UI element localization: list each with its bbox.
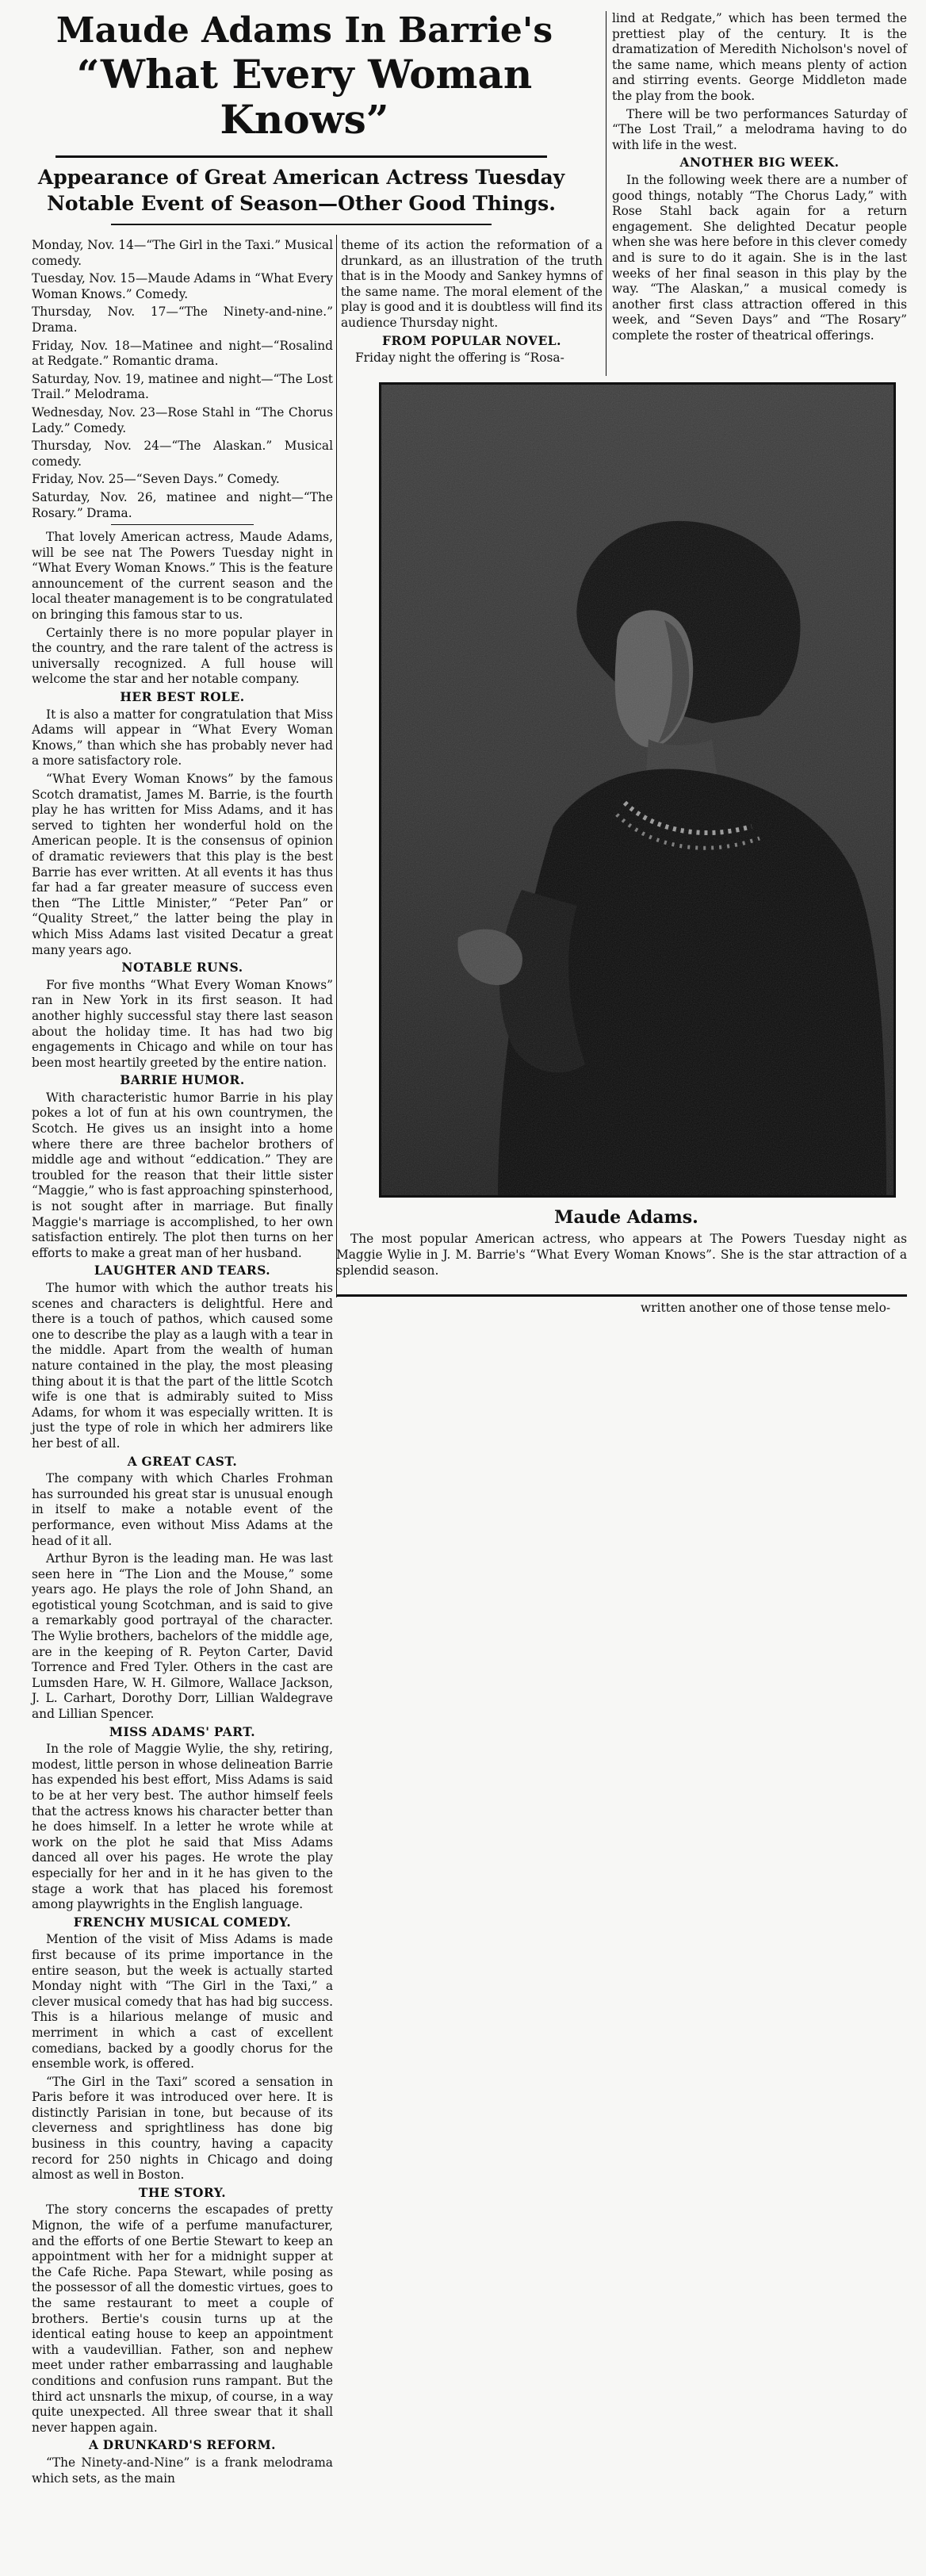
subhead-great-cast: A GREAT CAST. <box>127 1454 238 1469</box>
paragraph: It is also a matter for congratulation that Miss Adams will appear in “What Every Woman Knows,” than which she has probably never had a more satisfactory role. <box>32 707 333 769</box>
column-three <box>612 11 907 346</box>
column-continuation <box>626 1301 904 1319</box>
schedule-item: Friday, Nov. 25—“Seven Days.” Comedy. <box>32 472 280 487</box>
schedule-item: Saturday, Nov. 26, matinee and night—“The Rosary.” Drama. <box>32 489 333 520</box>
paragraph: In the following week there are a number of good things, notably “The Chorus Lady,” with Rose Stahl back again for a return engagement. She delighted Decatur people when she was here before in this clever comedy and is sure to do it again. She is in the last weeks of her final season in this play by the way. “The Alaskan,” a musical comedy is another first class attraction offered in this week, and “Seven Days” and “The Rosary” complete the roster of theatrical offerings. <box>612 172 907 343</box>
column-rule-left <box>336 235 337 1298</box>
schedule-item: Saturday, Nov. 19, matinee and night—“The Lost Trail.” Melodrama. <box>32 371 333 402</box>
column-one <box>32 238 333 2489</box>
subhead-frenchy-comedy: FRENCHY MUSICAL COMEDY. <box>73 1915 292 1930</box>
schedule-item: Thursday, Nov. 24—“The Alaskan.” Musical comedy. <box>32 439 333 469</box>
headline-rule <box>55 155 547 158</box>
subhead-drunkards-reform: A DRUNKARD'S REFORM. <box>89 2438 276 2453</box>
subhead-barrie-humor: BARRIE HUMOR. <box>120 1073 245 1088</box>
paragraph: “The Girl in the Taxi” scored a sensation in Paris before it was introduced over here. It is distinctly Parisian in tone, but because of its cleverness and sprightliness has done big business in this country, having a capacity record for 250 nights in Chicago and doing almost as well in Boston. <box>32 2074 333 2183</box>
deck-headline: Appearance of Great American Actress Tuesday Notable Event of Season—Other Good Things. <box>37 166 565 215</box>
headline-line-2: “What Every Woman Knows” <box>76 50 533 144</box>
paragraph: The story concerns the escapades of pretty Mignon, the wife of a perfume manufacturer, and the efforts of one Bertie Stewart to keep an appointment with her for a midnight supper at the Cafe Riche. Papa Stewart, while posing as the possessor of all the domestic virtues, goes to the same restaurant to meet a couple of brothers. Bertie's cousin turns up at the identical eating house to keep an appointment with a vaudevillian. Father, son and nephew meet under rather embarrassing and laughable conditions and confusion runs rampant. But the third act unsnarls the mixup, of course, in a way quite unexpected. All three swear that it shall never happen again. <box>32 2202 333 2435</box>
schedule-item: Friday, Nov. 18—Matinee and night—“Rosalind at Redgate.” Romantic drama. <box>32 338 333 369</box>
paragraph: Arthur Byron is the leading man. He was last seen here in “The Lion and the Mouse,” some years ago. He plays the role of John Shand, an egotistical young Scotchman, and is said to give a remarkably good portrayal of the character. The Wylie brothers, bachelors of the middle age, are in the keeping of R. Peyton Carter, David Torrence and Fred Tyler. Others in the cast are Lumsden Hare, W. H. Gilmore, Wallace Jackson, J. L. Carhart, Dorothy Dorr, Lillian Waldegrave and Lillian Spencer. <box>32 1551 333 1722</box>
subhead-the-story: THE STORY. <box>138 2185 227 2200</box>
paragraph: For five months “What Every Woman Knows” ran in New York in its first season. It had another highly successful stay there last season about the holiday time. It has had two big engagements in Chicago and while on tour has been most heartily greeted by the entire nation. <box>32 977 333 1070</box>
paragraph: theme of its action the reformation of a drunkard, as an illustration of the truth that is in the Moody and Sankey hymns of the same name. The moral element of the play is good and it is doubtless will find its audience Thursday night. <box>341 238 603 330</box>
photo-caption-title: Maude Adams. <box>554 1207 698 1228</box>
photo-caption: The most popular American actress, who appears at The Powers Tuesday night as Maggie Wylie in J. M. Barrie's “What Every Woman Knows”. She is the star attraction of a splendid season. <box>336 1232 907 1278</box>
paragraph: There will be two performances Saturday of “The Lost Trail,” a melodrama having to do with life in the west. <box>612 106 907 152</box>
subhead-notable-runs: NOTABLE RUNS. <box>121 960 243 976</box>
subhead-adams-part: MISS ADAMS' PART. <box>109 1724 256 1739</box>
schedule-divider <box>111 524 254 525</box>
subhead-best-role: HER BEST ROLE. <box>120 690 245 705</box>
schedule-item: Tuesday, Nov. 15—Maude Adams in “What Every Woman Knows.” Comedy. <box>32 271 333 301</box>
paragraph: Certainly there is no more popular player in the country, and the rare talent of the actress is universally recognized. A full house will welcome the star and her notable company. <box>32 625 333 687</box>
paragraph: written another one of those tense melo- <box>641 1301 891 1315</box>
paragraph: Mention of the visit of Miss Adams is made first because of its prime importance in the entire season, but the week is actually started Monday night with “The Girl in the Taxi,” a clever musical comedy that has had big success. This is a hilarious melange of music and merriment in which a cast of excellent comedians, backed by a goodly chorus for the ensemble work, is offered. <box>32 1932 333 2072</box>
deck-rule <box>111 224 492 225</box>
paragraph: With characteristic humor Barrie in his play pokes a lot of fun at his own countrymen, the Scotch. He gives us an insight into a home where there are three bachelor brothers of middle age and without “eddication.” They are troubled for the reason that their little sister “Maggie,” who is fast approaching spinsterhood, is not sought after in marriage. But finally Maggie's marriage is accomplished, to her own satisfaction entirely. The plot then turns on her efforts to make a great man of her husband. <box>32 1090 333 1260</box>
paragraph: That lovely American actress, Maude Adams, will be see nat The Powers Tuesday night in “What Every Woman Knows.” This is the feature announcement of the current season and the local theater management is to be congratulated on bringing this famous star to us. <box>32 530 333 623</box>
paragraph: Friday night the offering is “Rosa- <box>355 351 564 366</box>
paragraph: The humor with which the author treats his scenes and characters is delightful. Here and there is a touch of pathos, which caused some one to describe the play as a laugh with a tear in the middle. Apart from the wealth of human nature contained in the play, the most pleasing thing about it is that the part of the little Scotch wife is one that is admirably suited to Miss Adams, for whom it was especially written. It is just the type of role in which her admirers like her best of all. <box>32 1281 333 1451</box>
schedule-item: Monday, Nov. 14—“The Girl in the Taxi.” Musical comedy. <box>32 238 333 268</box>
paragraph: lind at Redgate,” which has been termed the prettiest play of the century. It is the dramatization of Meredith Nicholson's novel of the same name, which means plenty of action and stirring events. George Middleton made the play from the book. <box>612 11 907 103</box>
schedule-item: Thursday, Nov. 17—“The Ninety-and-nine.” Drama. <box>32 305 333 335</box>
paragraph: “The Ninety-and-Nine” is a frank melodrama which sets, as the main <box>32 2455 333 2486</box>
subhead-another-big-week: ANOTHER BIG WEEK. <box>679 155 840 171</box>
subhead-popular-novel: FROM POPULAR NOVEL. <box>382 333 561 348</box>
subhead-laughter-tears: LAUGHTER AND TEARS. <box>94 1263 271 1278</box>
column-two <box>341 238 603 369</box>
paragraph: “What Every Woman Knows” by the famous Scotch dramatist, James M. Barrie, is the fourth play he has written for Miss Adams, and it has served to tighten her wonderful hold on the American people. It is the consensus of opinion of dramatic reviewers that this play is the best Barrie has ever written. At all events it has thus far had a far greater measure of success even then “The Little Minister,” “Peter Pan” or “Quality Street,” the latter being the play in which Miss Adams last visited Decatur a great many years ago. <box>32 772 333 957</box>
portrait-illustration <box>379 382 896 1198</box>
paragraph: The company with which Charles Frohman has surrounded his great star is unusual enough in itself to make a notable event of the performance, even without Miss Adams at the head of it all. <box>32 1471 333 1548</box>
portrait-photo <box>379 382 896 1198</box>
caption-rule <box>336 1294 907 1297</box>
paragraph: In the role of Maggie Wylie, the shy, retiring, modest, little person in whose delineation Barrie has expended his best effort, Miss Adams is said to be at her very best. The author himself feels that the actress knows his character better than he does himself. In a letter he wrote while at work on the plot he said that Miss Adams danced all over his pages. He wrote the play especially for her and in it he has given to the stage a work that has placed his foremost among playwrights in the English language. <box>32 1742 333 1912</box>
headline-line-1: Maude Adams In Barrie's <box>55 10 553 51</box>
schedule-item: Wednesday, Nov. 23—Rose Stahl in “The Chorus Lady.” Comedy. <box>32 404 333 435</box>
headline <box>11 11 598 143</box>
